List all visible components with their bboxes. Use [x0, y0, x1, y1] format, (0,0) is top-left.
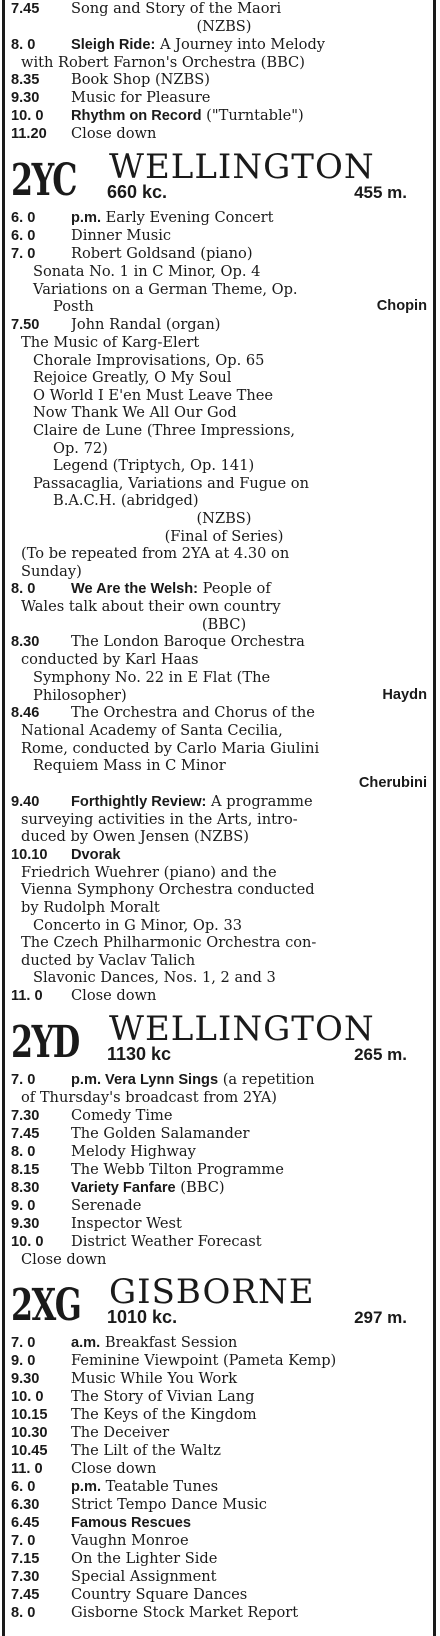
entry-text — [71, 71, 427, 89]
entry-description: A Journey into Melody — [155, 35, 326, 53]
line-text: Rejoice Greatly, O My Soul — [33, 369, 232, 387]
entry-text — [71, 1215, 427, 1233]
line-text: Legend (Triptych, Op. 141) — [53, 457, 255, 475]
continuation-line — [11, 18, 427, 36]
entry-description: Comedy Time — [71, 1106, 173, 1124]
entry-time: 6. 0 — [11, 228, 36, 245]
entry-time: 9.30 — [11, 1215, 40, 1232]
line-text: Op. 72) — [53, 439, 108, 457]
entry-text — [71, 1197, 427, 1215]
continuation-line — [11, 917, 427, 935]
listing-2yd — [11, 1071, 427, 1268]
line-text: Wales talk about their own country — [21, 598, 281, 616]
entry-title: a.m. — [71, 1335, 101, 1352]
entry-time: 8. 0 — [11, 36, 36, 53]
continuation-line — [11, 687, 427, 705]
entry-time: 9. 0 — [11, 1197, 36, 1214]
city-name: WELLINGTON — [109, 147, 375, 188]
entry-title: p.m. Vera Lynn Sings — [71, 1071, 219, 1088]
continuation-line — [11, 775, 427, 793]
wavelength: 297 m. — [354, 1308, 407, 1328]
entry-text — [71, 1370, 427, 1388]
entry-description: Book Shop (NZBS) — [71, 71, 210, 89]
entry-time: 9. 0 — [11, 1353, 36, 1370]
entry-time: 7.45 — [11, 1125, 40, 1142]
continuation-line — [11, 651, 427, 669]
line-text: Close down — [21, 1250, 107, 1268]
entry-text — [71, 1107, 427, 1125]
entry-description: Inspector West — [71, 1214, 182, 1232]
programme-entry — [11, 793, 427, 811]
call-sign: 2YD — [11, 1016, 79, 1068]
entry-title: Forthightly Review: — [71, 793, 207, 810]
line-text: Concerto in G Minor, Op. 33 — [33, 916, 243, 934]
continuation-line — [11, 563, 427, 581]
entry-text — [71, 1161, 427, 1179]
entry-text — [71, 1532, 427, 1550]
entry-text — [71, 633, 427, 651]
line-text: of Thursday's broadcast from 2YA) — [21, 1088, 277, 1106]
entry-text — [71, 1388, 427, 1406]
listing-2yc — [11, 209, 427, 1005]
composer-name: Haydn — [382, 686, 427, 703]
city-name: GISBORNE — [109, 1272, 315, 1313]
line-text: Sunday) — [21, 562, 82, 580]
entry-text — [71, 846, 427, 864]
entry-text — [71, 1143, 427, 1161]
entry-time: 11. 0 — [11, 1461, 43, 1478]
programme-entry — [11, 1370, 427, 1388]
entry-time: 10. 0 — [11, 1389, 44, 1406]
continuation-line — [11, 811, 427, 829]
entry-description: A programme — [206, 792, 313, 810]
entry-time: 10. 0 — [11, 1233, 44, 1250]
entry-time: 7.30 — [11, 1569, 40, 1586]
entry-time: 9.40 — [11, 793, 40, 810]
entry-title: Rhythm on Record — [71, 108, 202, 125]
line-text: Posth — [53, 298, 94, 316]
entry-time: 6.30 — [11, 1497, 40, 1514]
continuation-line — [11, 899, 427, 917]
entry-text — [71, 0, 427, 18]
line-text: Slavonic Dances, Nos. 1, 2 and 3 — [33, 969, 276, 987]
entry-time: 7.30 — [11, 1107, 40, 1124]
entry-text — [71, 1125, 427, 1143]
line-text: Requiem Mass in C Minor — [33, 757, 226, 775]
entry-time: 8.15 — [11, 1161, 40, 1178]
entry-description: Feminine Viewpoint (Pameta Kemp) — [71, 1352, 337, 1370]
entry-description: The Keys of the Kingdom — [71, 1406, 257, 1424]
entry-text — [71, 1586, 427, 1604]
entry-time: 8.46 — [11, 705, 40, 722]
frequency: 1010 kc. — [107, 1307, 178, 1328]
programme-entry — [11, 1478, 427, 1496]
line-text: (To be repeated from 2YA at 4.30 on — [21, 545, 290, 563]
continuation-line — [11, 757, 427, 775]
entry-time: 6. 0 — [11, 1479, 36, 1496]
entry-text — [71, 107, 427, 125]
entry-title: We Are the Welsh: — [71, 581, 199, 598]
entry-description: The London Baroque Orchestra — [71, 633, 305, 651]
line-text: (NZBS) — [196, 509, 252, 527]
programme-entry — [11, 1532, 427, 1550]
station-header-2yc — [11, 149, 427, 205]
continuation-line — [11, 669, 427, 687]
continuation-line — [11, 1251, 427, 1269]
programme-entry — [11, 1550, 427, 1568]
entry-title: p.m. — [71, 1479, 101, 1496]
continuation-line — [11, 740, 427, 758]
continuation-line — [11, 881, 427, 899]
listing-top — [11, 0, 427, 143]
entry-time: 7. 0 — [11, 1533, 36, 1550]
continuation-line — [11, 298, 427, 316]
entry-text — [71, 1478, 427, 1496]
line-text: conducted by Karl Haas — [21, 651, 199, 669]
continuation-line — [11, 828, 427, 846]
frequency: 660 kc. — [107, 182, 168, 203]
entry-title: Famous Rescues — [71, 1515, 192, 1532]
entry-description: The Golden Salamander — [71, 1124, 250, 1142]
entry-text — [71, 580, 427, 598]
entry-time: 7.15 — [11, 1551, 40, 1568]
entry-description: The Orchestra and Chorus of the — [71, 704, 315, 722]
entry-time: 7.45 — [11, 1587, 40, 1604]
entry-time: 8. 0 — [11, 581, 36, 598]
programme-entry — [11, 704, 427, 722]
programme-entry — [11, 209, 427, 227]
entry-time: 10.45 — [11, 1443, 48, 1460]
wavelength: 455 m. — [354, 183, 407, 203]
continuation-line — [11, 352, 427, 370]
entry-description: Strict Tempo Dance Music — [71, 1496, 267, 1514]
continuation-line — [11, 616, 427, 634]
entry-description: Special Assignment — [71, 1568, 217, 1586]
entry-description: The Story of Vivian Lang — [71, 1388, 255, 1406]
entry-description: Robert Goldsand (piano) — [71, 245, 253, 263]
city-name: WELLINGTON — [109, 1008, 375, 1049]
frequency: 1130 kc — [107, 1043, 172, 1064]
entry-description: The Lilt of the Waltz — [71, 1442, 221, 1460]
entry-time: 6. 0 — [11, 210, 36, 227]
entry-description: The Deceiver — [71, 1424, 170, 1442]
line-text: (Final of Series) — [164, 527, 284, 545]
line-text: with Robert Farnon's Orchestra (BBC) — [21, 53, 305, 71]
continuation-line — [11, 387, 427, 405]
programme-entry — [11, 125, 427, 143]
entry-time: 11. 0 — [11, 987, 43, 1004]
entry-time: 8. 0 — [11, 1143, 36, 1160]
continuation-line — [11, 598, 427, 616]
programme-entry — [11, 0, 427, 18]
programme-entry — [11, 316, 427, 334]
entry-time: 10.10 — [11, 846, 48, 863]
programme-entry — [11, 580, 427, 598]
programme-entry — [11, 1179, 427, 1197]
entry-text — [71, 1233, 427, 1251]
programme-entry — [11, 1071, 427, 1089]
entry-time: 7. 0 — [11, 1335, 36, 1352]
entry-description: Country Square Dances — [71, 1586, 248, 1604]
entry-text — [71, 1071, 427, 1089]
entry-text — [71, 36, 427, 54]
line-text: by Rudolph Moralt — [21, 899, 160, 916]
programme-entry — [11, 36, 427, 54]
entry-text — [71, 1514, 427, 1532]
entry-description: On the Lighter Side — [71, 1550, 218, 1568]
programme-entry — [11, 1107, 427, 1125]
continuation-line — [11, 545, 427, 563]
continuation-line — [11, 475, 427, 493]
line-text: Symphony No. 22 in E Flat (The — [33, 669, 271, 687]
programme-entry — [11, 1442, 427, 1460]
entry-description: District Weather Forecast — [71, 1232, 262, 1250]
entry-description: (BBC) — [175, 1178, 225, 1196]
programme-entry — [11, 1334, 427, 1352]
listing-2xg — [11, 1334, 427, 1622]
line-text: Chorale Improvisations, Op. 65 — [33, 351, 265, 369]
entry-description: Song and Story of the Maori — [71, 0, 282, 17]
programme-entry — [11, 1388, 427, 1406]
entry-time: 7. 0 — [11, 246, 36, 263]
entry-description: Gisborne Stock Market Report — [71, 1604, 299, 1622]
entry-time: 11.20 — [11, 126, 47, 143]
programme-entry — [11, 987, 427, 1005]
entry-description: Dinner Music — [71, 227, 172, 245]
entry-time: 8.35 — [11, 72, 40, 89]
entry-title: Dvorak — [71, 846, 121, 863]
entry-title: Sleigh Ride: — [71, 36, 156, 53]
entry-description: Vaughn Monroe — [71, 1532, 189, 1550]
programme-entry — [11, 227, 427, 245]
entry-text — [71, 1460, 427, 1478]
entry-text — [71, 1550, 427, 1568]
entry-text — [71, 125, 427, 143]
programme-entry — [11, 1604, 427, 1622]
programme-entry — [11, 89, 427, 107]
programme-entry — [11, 1215, 427, 1233]
station-header-2yd — [11, 1008, 427, 1068]
composer-name: Cherubini — [358, 775, 427, 792]
entry-time: 7.45 — [11, 1, 40, 17]
line-text: B.A.C.H. (abridged) — [53, 492, 199, 510]
entry-text — [71, 793, 427, 811]
continuation-line — [11, 457, 427, 475]
line-text: Passacaglia, Variations and Fugue on — [33, 474, 309, 492]
continuation-line — [11, 528, 427, 546]
programme-entry — [11, 1352, 427, 1370]
line-text: Variations on a German Theme, Op. — [33, 280, 298, 298]
entry-time: 7.50 — [11, 316, 40, 333]
programme-page — [2, 0, 436, 1636]
entry-description: Close down — [71, 1460, 157, 1478]
entry-time: 9.30 — [11, 1371, 40, 1388]
continuation-line — [11, 404, 427, 422]
entry-description: John Randal (organ) — [71, 315, 221, 333]
entry-title: Variety Fanfare — [71, 1179, 176, 1196]
programme-entry — [11, 1460, 427, 1478]
continuation-line — [11, 864, 427, 882]
line-text: ducted by Vaclav Talich — [21, 951, 196, 969]
entry-description: Close down — [71, 125, 157, 143]
entry-description: Teatable Tunes — [101, 1478, 219, 1496]
entry-text — [71, 1406, 427, 1424]
programme-entry — [11, 846, 427, 864]
continuation-line — [11, 934, 427, 952]
line-text: surveying activities in the Arts, intro- — [21, 810, 298, 828]
entry-time: 10.15 — [11, 1407, 48, 1424]
entry-text — [71, 1424, 427, 1442]
line-text: Claire de Lune (Three Impressions, — [33, 421, 296, 439]
line-text: Philosopher) — [33, 686, 127, 704]
continuation-line — [11, 492, 427, 510]
entry-description: ("Turntable") — [201, 107, 304, 125]
programme-entry — [11, 245, 427, 263]
continuation-line — [11, 510, 427, 528]
entry-time: 10.30 — [11, 1425, 48, 1442]
line-text: duced by Owen Jensen (NZBS) — [21, 828, 249, 846]
entry-time: 6.45 — [11, 1515, 40, 1532]
entry-description: Serenade — [71, 1196, 142, 1214]
composer-name: Chopin — [376, 298, 427, 315]
continuation-line — [11, 1089, 427, 1107]
programme-entry — [11, 1568, 427, 1586]
entry-description: People of — [198, 580, 271, 598]
line-text: Now Thank We All Our God — [33, 404, 237, 422]
programme-entry — [11, 1514, 427, 1532]
line-text: Rome, conducted by Carlo Maria Giulini — [21, 739, 320, 757]
entry-description: Close down — [71, 986, 157, 1004]
continuation-line — [11, 281, 427, 299]
entry-time: 8.30 — [11, 1179, 40, 1196]
programme-entry — [11, 71, 427, 89]
continuation-line — [11, 54, 427, 72]
entry-text — [71, 1604, 427, 1622]
programme-entry — [11, 1424, 427, 1442]
call-sign: 2YC — [11, 155, 77, 207]
entry-description: Music While You Work — [71, 1370, 238, 1388]
line-text: (BBC) — [201, 615, 247, 633]
programme-entry — [11, 1406, 427, 1424]
entry-text — [71, 89, 427, 107]
entry-description: Breakfast Session — [100, 1334, 238, 1352]
entry-time: 10. 0 — [11, 108, 44, 125]
programme-entry — [11, 1125, 427, 1143]
programme-entry — [11, 1161, 427, 1179]
line-text: Sonata No. 1 in C Minor, Op. 4 — [33, 263, 261, 281]
continuation-line — [11, 722, 427, 740]
continuation-line — [11, 334, 427, 352]
programme-entry — [11, 1197, 427, 1215]
continuation-line — [11, 422, 427, 440]
programme-entry — [11, 1143, 427, 1161]
programme-entry — [11, 1233, 427, 1251]
entry-description: (a repetition — [218, 1070, 315, 1088]
entry-text — [71, 1334, 427, 1352]
entry-text — [71, 1352, 427, 1370]
entry-text — [71, 704, 427, 722]
continuation-line — [11, 969, 427, 987]
wavelength: 265 m. — [354, 1044, 407, 1064]
entry-text — [71, 1442, 427, 1460]
programme-entry — [11, 633, 427, 651]
entry-text — [71, 1179, 427, 1197]
entry-time: 7. 0 — [11, 1071, 36, 1088]
continuation-line — [11, 440, 427, 458]
line-text: Friedrich Wuehrer (piano) and the — [21, 863, 277, 881]
line-text: The Czech Philharmonic Orchestra con- — [21, 934, 317, 952]
programme-entry — [11, 107, 427, 125]
entry-text — [71, 1496, 427, 1514]
line-text: Vienna Symphony Orchestra conducted — [21, 881, 315, 899]
entry-description: The Webb Tilton Programme — [71, 1160, 284, 1178]
programme-entry — [11, 1586, 427, 1604]
entry-title: p.m. — [71, 210, 101, 227]
line-text: National Academy of Santa Cecilia, — [21, 722, 283, 740]
call-sign: 2XG — [11, 1280, 81, 1332]
continuation-line — [11, 369, 427, 387]
entry-text — [71, 987, 427, 1005]
continuation-line — [11, 952, 427, 970]
entry-time: 9.30 — [11, 90, 40, 107]
entry-time: 8.30 — [11, 634, 40, 651]
line-text: The Music of Karg-Elert — [21, 333, 200, 351]
continuation-line — [11, 263, 427, 281]
entry-time: 8. 0 — [11, 1605, 36, 1622]
entry-description: Music for Pleasure — [71, 89, 211, 107]
entry-text — [71, 1568, 427, 1586]
entry-text — [71, 209, 427, 227]
line-text: O World I E'en Must Leave Thee — [33, 386, 274, 404]
entry-description: Melody Highway — [71, 1142, 196, 1160]
entry-text — [71, 227, 427, 245]
line-text: (NZBS) — [196, 18, 252, 35]
programme-entry — [11, 1496, 427, 1514]
entry-text — [71, 245, 427, 263]
station-header-2xg — [11, 1274, 427, 1330]
entry-text — [71, 316, 427, 334]
entry-description: Early Evening Concert — [101, 209, 274, 227]
